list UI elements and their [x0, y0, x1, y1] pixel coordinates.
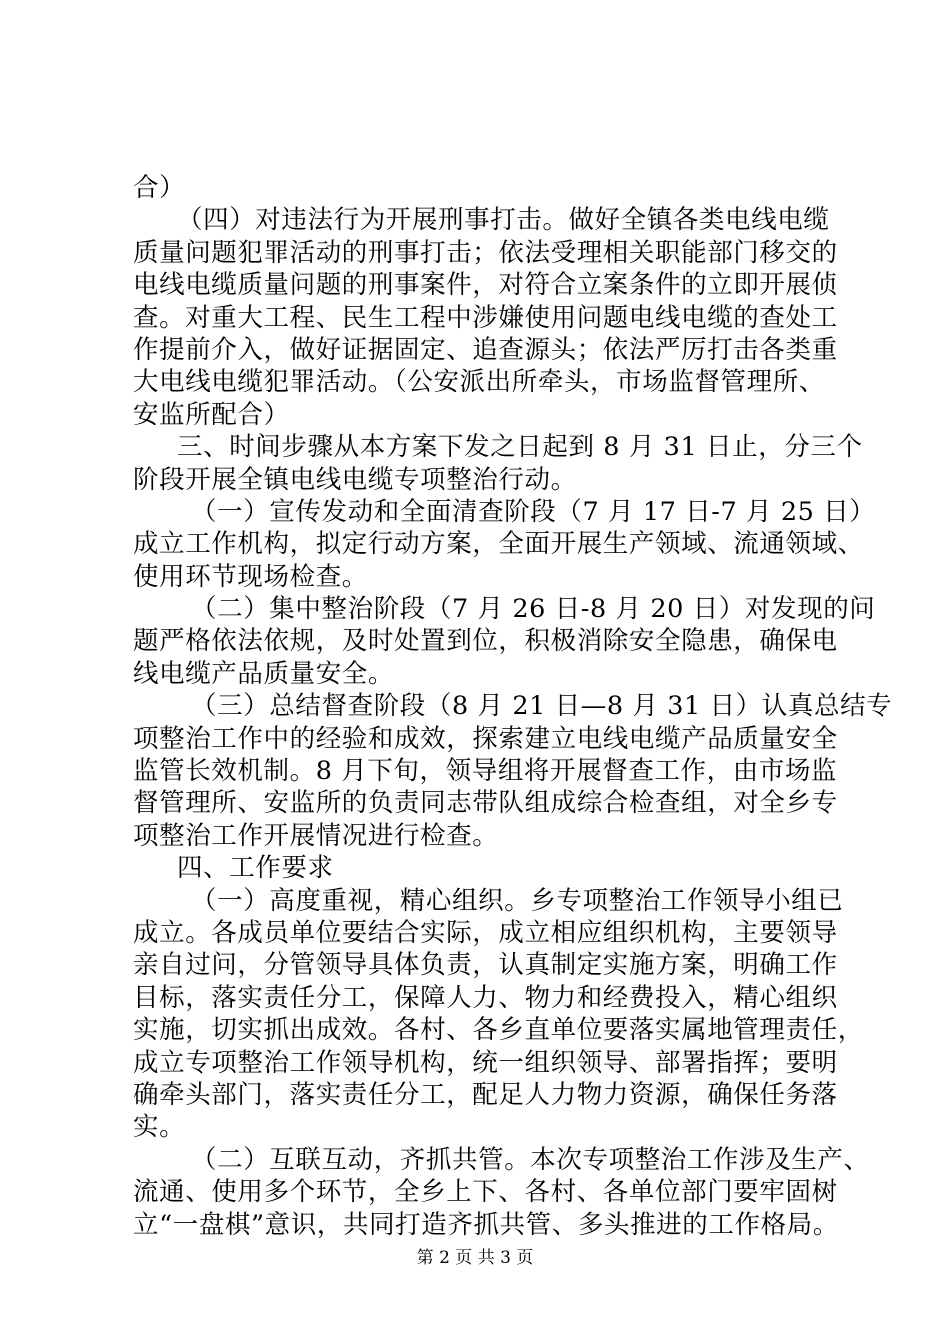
text-line: （一）宣传发动和全面清查阶段（7 月 17 日-7 月 25 日） [191, 496, 876, 527]
section-heading: 四、工作要求 [177, 853, 334, 884]
text-line: 目标，落实责任分工，保障人力、物力和经费投入，精心组织 [133, 982, 838, 1013]
text-line: 题严格依法依规，及时处置到位，积极消除安全隐患，确保电 [133, 626, 838, 657]
text-line: 项整治工作开展情况进行检查。 [133, 820, 499, 851]
text-line: 项整治工作中的经验和成效，探索建立电线电缆产品质量安全 [133, 723, 838, 754]
text-line: 确牵头部门，落实责任分工，配足人力物力资源，确保任务落 [133, 1079, 838, 1110]
text-line: 实。 [133, 1112, 186, 1143]
text-line: 作提前介入，做好证据固定、追查源头；依法严厉打击各类重 [133, 334, 838, 365]
text-line: 安监所配合） [133, 399, 290, 430]
text-line: 成立。各成员单位要结合实际，成立相应组织机构，主要领导 [133, 917, 838, 948]
text-line: 督管理所、安监所的负责同志带队组成综合检查组，对全乡专 [133, 788, 838, 819]
text-line: 成立专项整治工作领导机构，统一组织领导、部署指挥；要明 [133, 1047, 838, 1078]
document-body [133, 172, 893, 1241]
text-line: （四）对违法行为开展刑事打击。做好全镇各类电线电缆 [177, 205, 830, 236]
text-line: 监管长效机制。8 月下旬，领导组将开展督查工作，由市场监 [133, 756, 838, 787]
text-line: 查。对重大工程、民生工程中涉嫌使用问题电线电缆的查处工 [133, 302, 838, 333]
section-heading: 三、时间步骤从本方案下发之日起到 8 月 31 日止，分三个 [177, 432, 863, 463]
text-line: 线电缆产品质量安全。 [133, 658, 395, 689]
text-line: 成立工作机构，拟定行动方案，全面开展生产领域、流通领域、 [133, 529, 864, 560]
text-line: 合） [133, 173, 186, 203]
page-number: 第 2 页 共 3 页 [416, 1248, 534, 1268]
text-line: 质量问题犯罪活动的刑事打击；依法受理相关职能部门移交的 [133, 237, 838, 268]
text-line: 大电线电缆犯罪活动。（公安派出所牵头，市场监督管理所、 [133, 367, 825, 398]
text-line: 流通、使用多个环节，全乡上下、各村、各单位部门要牢固树 [133, 1177, 838, 1208]
text-line: 立“一盘棋”意识，共同打造齐抓共管、多头推进的工作格局。 [133, 1209, 839, 1240]
text-line: （三）总结督查阶段（8 月 21 日—8 月 31 日）认真总结专 [191, 691, 893, 722]
text-line: 使用环节现场检查。 [133, 561, 368, 592]
text-line: 阶段开展全镇电线电缆专项整治行动。 [133, 464, 577, 495]
text-line: 亲自过问，分管领导具体负责，认真制定实施方案，明确工作 [133, 950, 838, 981]
text-line: 实施，切实抓出成效。各村、各乡直单位要落实属地管理责任， [133, 1015, 864, 1046]
text-line: （二）集中整治阶段（7 月 26 日-8 月 20 日）对发现的问 [191, 594, 876, 625]
text-line: （一）高度重视，精心组织。乡专项整治工作领导小组已 [191, 885, 844, 916]
text-line: 电线电缆质量问题的刑事案件，对符合立案条件的立即开展侦 [133, 270, 838, 301]
text-line: （二）互联互动，齐抓共管。本次专项整治工作涉及生产、 [191, 1144, 870, 1175]
